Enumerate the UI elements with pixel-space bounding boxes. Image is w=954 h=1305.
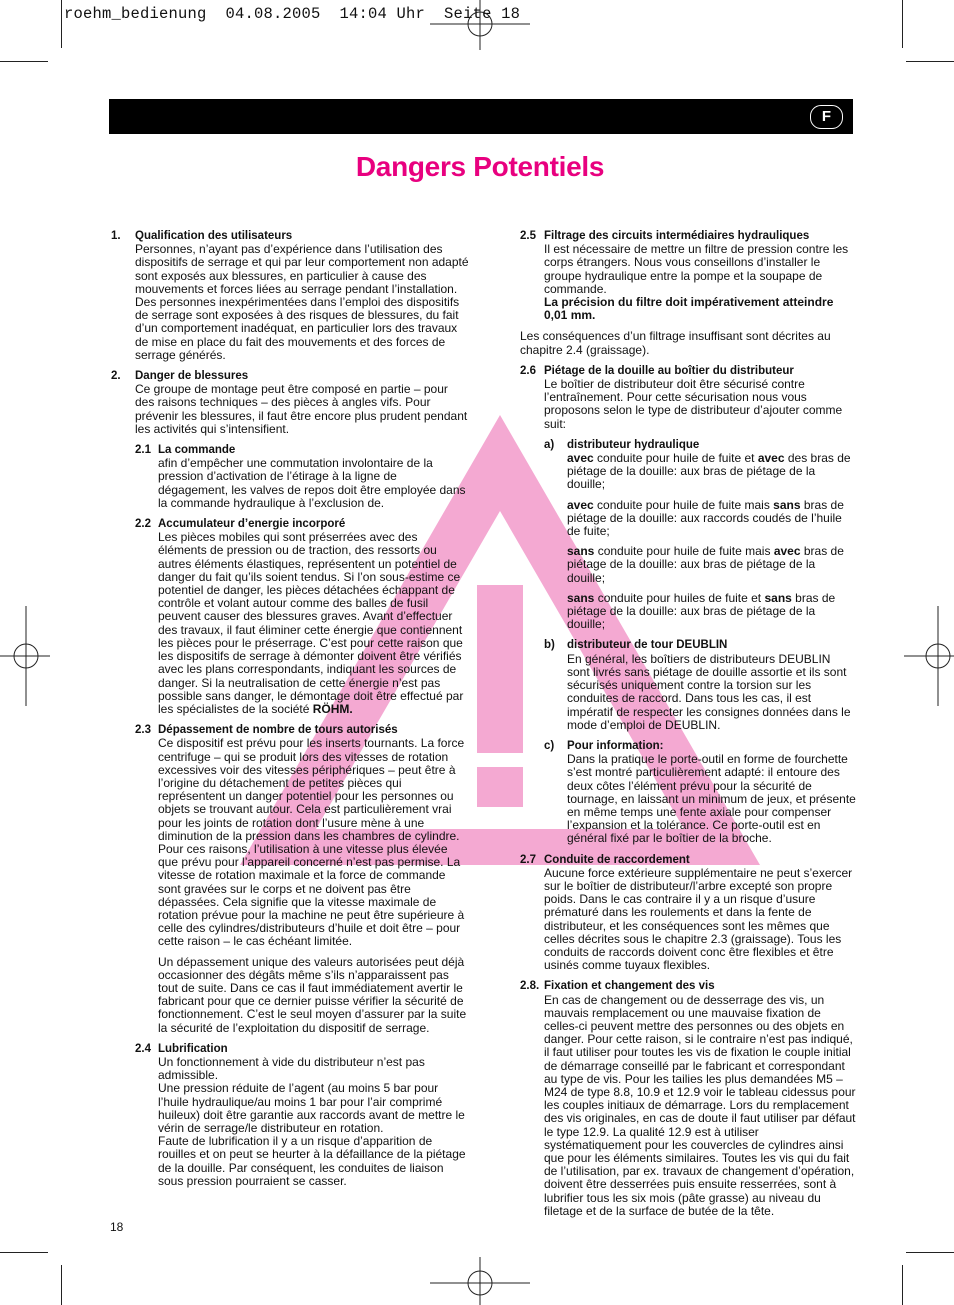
list-text xyxy=(567,592,856,632)
section-text: afin d’empêcher une commutation involontaire de la pression d’activation de l’étirage à la ligne de dégagement, les valves de repos doit être employée dans la commande hydraulique à l’exclusion de. xyxy=(158,456,466,510)
text-run: Les pièces mobiles qui sont préserrées avec des éléments de pression ou de traction, des ressorts ou autres éléments élastiques, représentent un potentiel de danger du fait qu’ils soient tendus. Si l’on sous-estime ce potentiel de danger, les pièces détachées échappant de contrôle et volant autour comme des balles de fusil peuvent causer des blessures graves. Avant d’effectuer des travaux, il faut éliminer cette énergie que contiennent les pièces pour le préserrage. C’est pour cette raison que les dispositifs de serrage à démonter doivent être vérifiés avec les plans correspondants, indiquant les sources de danger. Si la neutralisation de cette énergie n’est pas possible sans danger, le démontage doit être effectué par les spécialistes de la société xyxy=(158,530,464,716)
section-filtrage xyxy=(520,230,856,322)
page-number: 18 xyxy=(110,1220,124,1234)
registration-mark-icon xyxy=(0,606,50,706)
crop-mark xyxy=(902,1265,903,1305)
text-run: conduite pour huile de fuite mais xyxy=(594,544,774,559)
text-run: conduite pour huile de fuite mais xyxy=(593,497,774,512)
page-title: Dangers Potentiels xyxy=(355,151,605,182)
list-item-distributeur-hydraulique xyxy=(544,439,856,632)
section-heading: Danger de blessures xyxy=(135,370,249,383)
list-heading: distributeur de tour DEUBLIN xyxy=(567,639,728,652)
section-number: 2. xyxy=(111,370,121,383)
list-item-information xyxy=(544,740,856,846)
crop-mark xyxy=(61,0,62,48)
section-text: Une pression réduite de l’agent (au moins 5 bar pour l’huile hydraulique/au moins 1 bar pour l’air comprimé huileux) doit être garantie aux raccords avant de mettre le vérin de serrage/le distributeur en rotation. xyxy=(158,1081,465,1135)
crop-mark xyxy=(906,61,954,62)
section-text: Faute de lubrification il y a un risque d’apparition de rouilles et on peut se heurter à la défaillance de la piétage de la douille. Par conséquent, les conduites de liaison sous pression pourraient se casser. xyxy=(158,1134,466,1188)
section-text: Aucune force extérieure supplémentaire ne peut s’exercer sur le boîtier de distributeur/l’arbre excepté son propre poids. Dans le cas contraire il y a un risque d’usure prématuré dans les roulements et dans la fente de distributeur, et les conséquences sont les mêmes que celles décrites sous le chapitre 2.3 (graissage). Tous les conduits de raccords doivent conc être flexibles et être usinés comme tuyaux flexibles. xyxy=(544,865,853,973)
section-heading: Piétage de la douille au boîtier du distributeur xyxy=(544,364,794,377)
section-number: 2.5 xyxy=(520,230,536,242)
section-heading: Conduite de raccordement xyxy=(544,853,690,866)
text-run: bras de piétage de la douille: aux bras de piétage de la douille; xyxy=(567,544,844,585)
section-text: Un fonctionnement à vide du distributeur n’est pas admissible. xyxy=(158,1054,425,1083)
section-heading: Fixation et changement des vis xyxy=(544,980,715,993)
registration-mark-icon xyxy=(430,0,530,50)
crop-mark xyxy=(0,61,48,62)
list-marker: a) xyxy=(544,438,555,451)
section-number: 2.2 xyxy=(135,518,151,531)
section-heading: Lubrification xyxy=(158,1042,228,1055)
right-column xyxy=(520,230,856,1226)
section-fixation xyxy=(520,980,856,1218)
section-text: Ce groupe de montage peut être composé en partie – pour des raisons techniques – des pièces à angles vifs. Pour prévenir les blessures, il faut être encore plus prudent pendant les activités qui s’intensifient. xyxy=(135,382,468,436)
section-heading: Accumulateur d’energie incorporé xyxy=(158,518,346,531)
list-heading: Pour information: xyxy=(567,739,664,752)
section-text: Ce dispositif est prévu pour les inserts tournants. La force centrifuge – qui se produit lors des vitesses de rotation excessives voir des vitesses périphériques – peut être à l’origine du détachement de petites pièces qui représentent un danger potentiel pour les personnes ou objets se trouvant autour. Cela est particulièrement vrai pour les joints de rotation dont l’usure mène à une diminution de la pression dans les chambres de cylindre. Pour ces raisons, l’utilisation à une vitesse plus élevée que prévu pour l’appareil concerné n’est pas permise. La vitesse de rotation maximale et la force de commande sont gravées sur le corps et ne doivent pas être dépassées. Cela signifie que la vitesse maximale de rotation prévue pour la machine ne peut être supérieure à celle des cylindres/distributeurs d’huile et doit être – pour cette raison – le cas échéant limitée. xyxy=(158,736,465,949)
section-text: En cas de changement ou de desserrage des vis, un mauvais remplacement ou une mauvaise fixation de celles-ci peuvent mettre des personnes ou des objets en danger. Pour cette raison, si le contraire n’est pas indiqué, il faut utiliser pour toutes les vis de fixation le couple initial de démarrage conseillé par le fabricant et correspondant au type de vis. Pour les tailies les plus demandées M5 – M24 de type 8.8, 10.9 et 12.9 voir le tableau cidessus pour les couples initiaux de démarrage. Lors du remplacement des vis originales, en cas de doute il faut utiliser par défaut le type 12.9. La qualité 12.9 est à utiliser systématiquement pour les couvercles de cylindres ainsi que pour les éléments similaires. Toutes les vis qui du fait de l’utilisation, par ex. travaux de changement d’opération, doivent être desserrées puis ensuite resserrées, sont à lubrifier tous les six mois (pâte grasse) au niveau du filetage et de la surface de butée de la tête. xyxy=(544,992,856,1218)
registration-mark-icon xyxy=(430,1257,530,1305)
section-text: Un dépassement unique des valeurs autorisées peut déjà occasionner des dégâts même s’ils n’apparaissent pas tout de suite. Dans ce cas il faut immédiatement avertir le fabricant pour que ce dernier puisse vérifier la sécurité de fonctionnement. C’est le seul moyen d’assurer par la suite la sécurité de l’exploitation du dispositif de serrage. xyxy=(158,954,467,1035)
section-danger-blessures xyxy=(111,370,469,436)
section-text: Le boîtier de distributeur doit être sécurisé contre l’entraînement. Pour cette sécurisation nous vous proposons selon le type de distributeur d’ajouter comme suit: xyxy=(544,377,843,431)
emphasis: avec xyxy=(567,497,594,512)
section-text: Il est nécessaire de mettre un filtre de pression contre les corps étrangers. Nous vous conseillons d’installer le groupe hydraulique entre la pompe et la soupape de commande. xyxy=(544,242,849,296)
section-text: Personnes, n’ayant pas d’expérience dans l’utilisation des dispositifs de serrage et qui par leur comportement non adapté sont exposés aux blessures, en particulier à cause des mouvements et forces liées au serrage pendant l’installation. Des personnes inexpérimentées dans l’emploi des dispositifs de serrage sont exposées à des risques de blessures, du fait d’un comportement inadéquat, en particulier lors des travaux de mise en place du fait des mouvements et des forces de serrage générés. xyxy=(135,242,469,362)
emphasis: avec xyxy=(757,451,785,466)
section-number: 2.4 xyxy=(135,1042,151,1055)
section-heading: Qualification des utilisateurs xyxy=(135,230,293,242)
list-marker: c) xyxy=(544,739,555,752)
section-qualification xyxy=(111,230,469,362)
text-run: bras de piétage de la douille: aux bras de piétage de la douille; xyxy=(567,590,836,632)
section-commande xyxy=(135,444,469,510)
emphasis: sans xyxy=(567,544,595,559)
brand-name: RÖHM. xyxy=(312,701,353,716)
text-run: conduite pour huiles de fuite et xyxy=(594,590,765,605)
crop-mark xyxy=(906,1252,954,1253)
list-item-deublin xyxy=(544,639,856,731)
list-text xyxy=(567,499,856,539)
list-text: Dans la pratique le porte-outil en forme de fourchette s’est montré particulièrement adapté: il entoure des deux côtes l’élément prévu pour la sécurité de tournage, en laissant un minimum de jeux, et présente en même temps une fente axiale pour compenser l’expansion et la tolérance. Ce porte-outil est en général fixé par le boîtier de la broche. xyxy=(567,752,856,846)
section-accumulateur xyxy=(135,518,469,716)
section-lubrification xyxy=(135,1043,469,1188)
text-run: bras de piétage de la douille: aux raccords coudés de l’huile de fuite; xyxy=(567,497,844,539)
crop-mark xyxy=(902,0,903,48)
emphasis: sans xyxy=(567,590,595,605)
section-heading: La commande xyxy=(158,444,236,457)
section-text xyxy=(158,531,469,716)
list-text xyxy=(567,545,856,585)
section-number: 2.1 xyxy=(135,444,151,457)
section-number: 2.6 xyxy=(520,364,536,377)
registration-mark-icon xyxy=(904,606,954,706)
list-marker: b) xyxy=(544,639,555,652)
section-number: 1. xyxy=(111,230,121,242)
section-number: 2.3 xyxy=(135,724,151,737)
language-bar xyxy=(109,99,853,134)
emphasis: avec xyxy=(567,451,594,466)
list-heading: distributeur hydraulique xyxy=(567,438,700,451)
crop-mark xyxy=(0,1252,48,1253)
section-pietage xyxy=(520,365,856,431)
section-number: 2.8. xyxy=(520,980,540,993)
section-conduite xyxy=(520,854,856,973)
language-badge: F xyxy=(810,105,843,129)
section-text: Les conséquences d’un filtrage insuffisant sont décrites au chapitre 2.4 (graissage). xyxy=(520,329,831,357)
emphasis: sans xyxy=(764,590,792,605)
list-text: En général, les boîtiers de distributeurs DEUBLIN sont livrés sans piétage de douille assortie et ils sont sécurisés uniquement contre la torsion sur les conduites de raccord. Dans tous les cas, il est impératif de respecter les consignes données dans le mode d’emploi de DEUBLIN. xyxy=(567,651,851,732)
crop-mark xyxy=(61,1265,62,1305)
emphasis: avec xyxy=(773,544,801,559)
section-depassement xyxy=(135,724,469,1035)
section-heading: Filtrage des circuits intermédiaires hydrauliques xyxy=(544,230,810,242)
section-number: 2.7 xyxy=(520,853,536,866)
text-run: des bras de piétage de la douille: aux bras de piétage de la douille; xyxy=(567,451,851,492)
list-text xyxy=(567,452,856,492)
print-slug: roehm_bedienung 04.08.2005 14:04 Uhr Seite 18 xyxy=(64,5,521,23)
left-column xyxy=(111,230,469,1196)
section-heading: Dépassement de nombre de tours autorisés xyxy=(158,724,398,737)
section-note: La précision du filtre doit impérativement atteindre 0,01 mm. xyxy=(544,295,834,323)
emphasis: sans xyxy=(773,497,801,512)
text-run: conduite pour huile de fuite et xyxy=(593,451,758,466)
